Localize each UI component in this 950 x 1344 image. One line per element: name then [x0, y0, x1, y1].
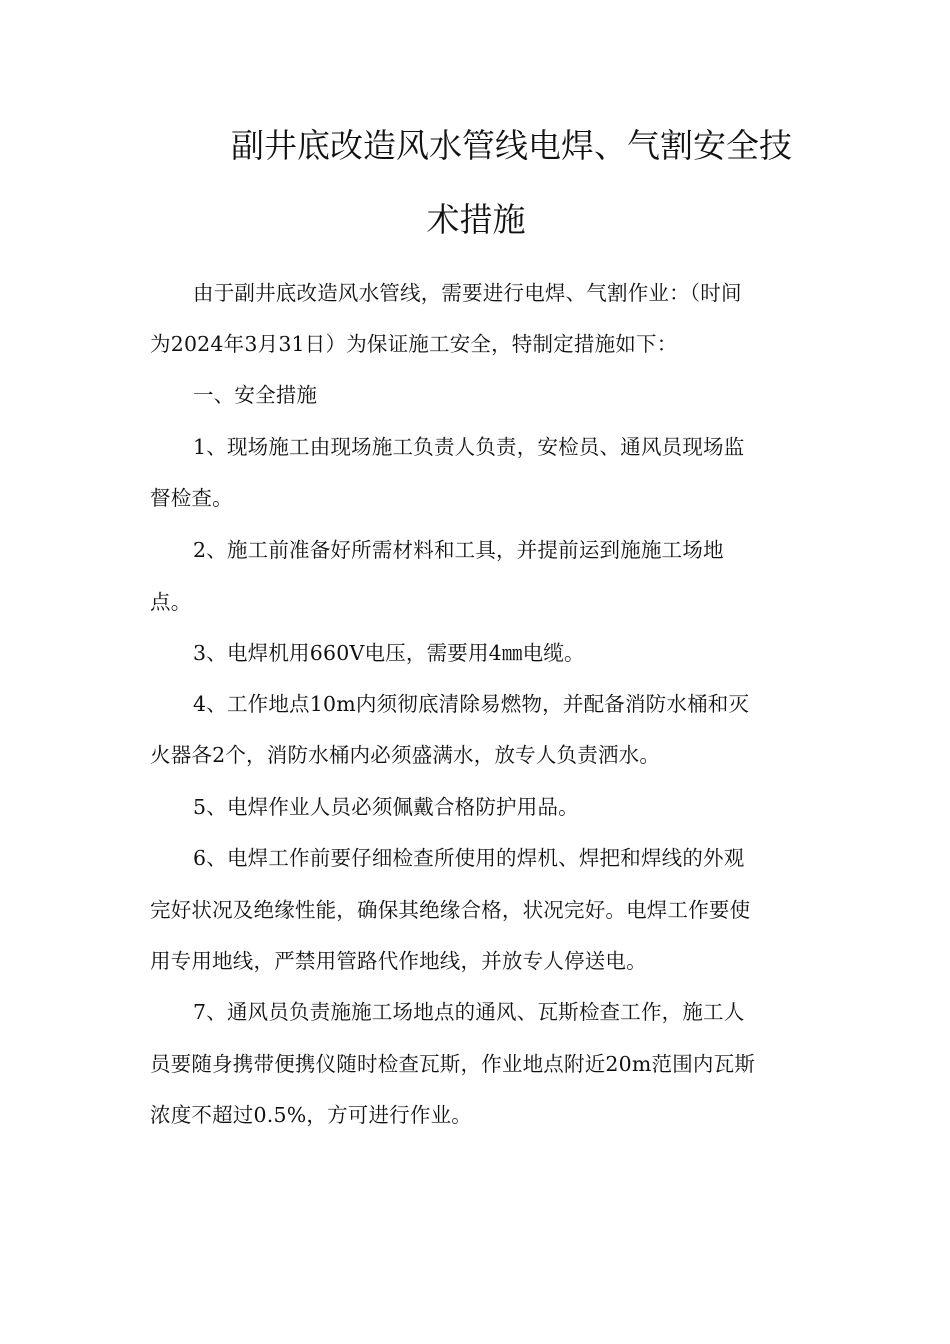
- intro-paragraph-line-1: 由于副井底改造风水管线，需要进行电焊、气割作业：（时间: [193, 281, 742, 305]
- document-title-line-2: 术措施: [426, 200, 526, 239]
- item-5-line-1: 5、电焊作业人员必须佩戴合格防护用品。: [193, 795, 579, 819]
- item-3-line-1: 3、电焊机用660V电压，需要用4㎜电缆。: [193, 641, 585, 665]
- item-6-line-1: 6、电焊工作前要仔细检查所使用的焊机、焊把和焊线的外观: [193, 846, 745, 870]
- item-1-line-1: 1、现场施工由现场施工负责人负责，安检员、通风员现场监: [193, 435, 745, 459]
- item-6-line-3: 用专用地线，严禁用管路代作地线，并放专人停送电。: [150, 949, 647, 973]
- item-1-line-2: 督检查。: [150, 486, 233, 510]
- intro-paragraph-line-2: 为2024年3月31日）为保证施工安全，特制定措施如下：: [150, 332, 678, 356]
- item-2-line-1: 2、施工前准备好所需材料和工具，并提前运到施施工场地: [193, 538, 724, 562]
- item-4-line-2: 火器各2个，消防水桶内必须盛满水，放专人负责洒水。: [150, 743, 661, 767]
- document-title-line-1: 副井底改造风水管线电焊、气割安全技: [231, 126, 792, 165]
- item-6-line-2: 完好状况及绝缘性能，确保其绝缘合格，状况完好。电焊工作要使: [150, 898, 751, 922]
- item-7-line-2: 员要随身携带便携仪随时检查瓦斯，作业地点附近20m范围内瓦斯: [150, 1052, 756, 1076]
- item-4-line-1: 4、工作地点10m内须彻底清除易燃物，并配备消防水桶和灭: [193, 692, 750, 716]
- item-7-line-1: 7、通风员负责施施工场地点的通风、瓦斯检查工作，施工人: [193, 1000, 745, 1024]
- item-2-line-2: 点。: [150, 590, 192, 614]
- item-7-line-3: 浓度不超过0.5%，方可进行作业。: [150, 1103, 472, 1127]
- section-heading: 一、安全措施: [193, 383, 318, 407]
